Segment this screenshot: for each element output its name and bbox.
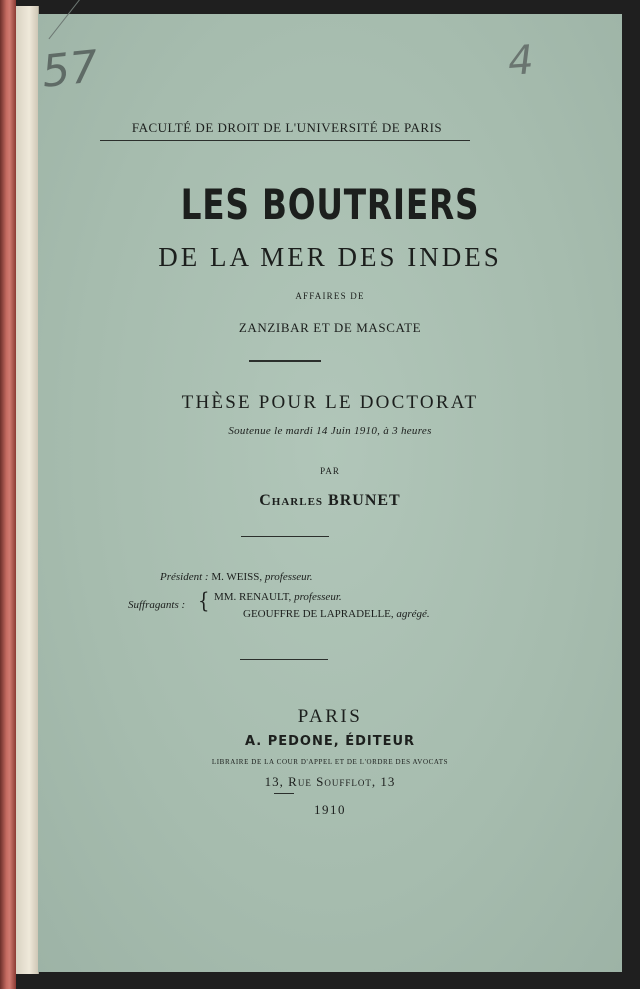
jury-member-2 xyxy=(243,608,573,620)
guard-leaf xyxy=(16,6,39,974)
faculty-rule xyxy=(100,140,470,141)
pencil-stroke xyxy=(49,0,142,39)
publication-year: 1910 xyxy=(314,802,346,817)
defense-date: Soutenue le mardi 14 Juin 1910, à 3 heures xyxy=(228,425,432,437)
title-subline: DE LA MER DES INDES xyxy=(158,242,502,272)
title-page xyxy=(38,14,622,972)
member1-name: MM. RENAULT, xyxy=(214,591,292,603)
thesis-label: THÈSE POUR LE DOCTORAT xyxy=(181,392,479,413)
jury-member-1 xyxy=(214,591,534,603)
president-title: professeur. xyxy=(264,571,313,583)
member2-title: agrégé. xyxy=(396,608,430,620)
affaires-line: AFFAIRES DE xyxy=(295,291,365,301)
publisher-description: LIBRAIRE DE LA COUR D'APPEL ET DE L'ORDRE DES AVOCATS xyxy=(211,758,449,766)
divider-rule xyxy=(241,536,329,537)
pencil-mark-left: 57 xyxy=(39,41,101,98)
publisher-name: A. PEDONE, ÉDITEUR xyxy=(244,734,416,749)
president-name: M. WEISS, xyxy=(211,571,263,583)
publisher-city: PARIS xyxy=(297,706,363,727)
short-rule xyxy=(274,793,294,794)
brace-symbol: { xyxy=(198,588,210,614)
faculty-heading: FACULTÉ DE DROIT DE L'UNIVERSITÉ DE PARIS xyxy=(131,120,443,135)
member1-title: professeur. xyxy=(294,591,342,603)
president-label: Président : xyxy=(160,571,209,583)
publisher-address: 13, Rue Soufflot, 13 xyxy=(264,774,396,789)
divider-rule xyxy=(249,360,321,362)
pencil-mark-right: 4 xyxy=(506,37,536,85)
places-line: ZANZIBAR ET DE MASCATE xyxy=(238,320,422,335)
by-label: PAR xyxy=(320,466,340,476)
divider-rule xyxy=(240,659,328,660)
jury-president xyxy=(160,571,460,583)
member2-name: GEOUFFRE DE LAPRADELLE, xyxy=(243,608,394,620)
book-binding-edge xyxy=(0,0,16,989)
suffragants-label: Suffragants : xyxy=(128,599,186,611)
author-name: Charles BRUNET xyxy=(259,492,401,509)
main-title: LES BOUTRIERS xyxy=(180,180,480,229)
